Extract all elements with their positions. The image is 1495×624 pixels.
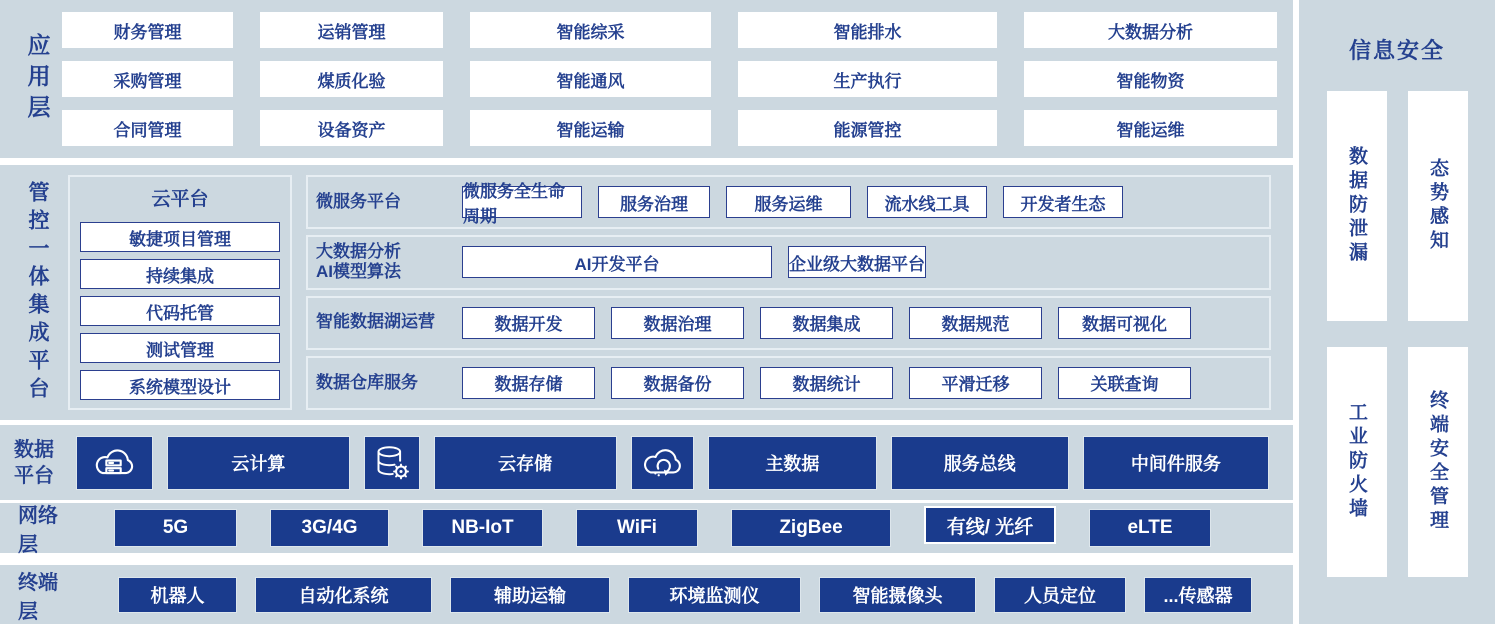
security-box-label: 态势感知 [1427, 158, 1448, 254]
data-lake-item: 数据开发 [462, 307, 595, 339]
data-warehouse-item: 数据备份 [611, 367, 744, 399]
microservice-item: 服务治理 [598, 186, 710, 218]
app-box: 智能运输 [470, 110, 711, 146]
management-rows [306, 175, 1271, 410]
cloud-platform-item: 测试管理 [80, 333, 280, 363]
row-label-line2: AI模型算法 [316, 262, 401, 282]
app-box: 智能物资 [1024, 61, 1277, 97]
network-layer-band [0, 503, 1293, 556]
app-box: 运销管理 [260, 12, 443, 48]
security-box [1408, 91, 1468, 321]
row-label [316, 242, 462, 283]
data-platform-band [0, 425, 1293, 500]
data-lake-item: 数据治理 [611, 307, 744, 339]
network-box: 5G [114, 509, 237, 547]
data-platform-box: 主数据 [708, 436, 876, 490]
cloud-platform-title: 云平台 [151, 189, 209, 210]
security-box [1408, 347, 1468, 577]
app-box: 采购管理 [62, 61, 233, 97]
data-platform-box: 中间件服务 [1083, 436, 1269, 490]
data-warehouse-item: 数据统计 [760, 367, 893, 399]
data-platform-label: 数据平台 [14, 438, 54, 487]
data-platform-box: 云计算 [167, 436, 350, 490]
terminal-layer-band [0, 565, 1293, 624]
security-box-label: 工业防火墙 [1346, 402, 1367, 522]
row-label: 智能数据湖运营 [316, 312, 435, 332]
ai-platform-item: 企业级大数据平台 [788, 246, 926, 278]
terminal-box: 机器人 [118, 577, 237, 613]
data-lake-item: 数据规范 [909, 307, 1042, 339]
row-label: 数据仓库服务 [316, 372, 418, 392]
database-gear-icon-tile [364, 436, 419, 490]
terminal-box: 智能摄像头 [819, 577, 976, 613]
row-label-line1: 大数据分析 [316, 241, 401, 261]
data-warehouse-item: 平滑迁移 [909, 367, 1042, 399]
application-layer-label-col [14, 12, 62, 146]
app-box: 大数据分析 [1024, 12, 1277, 48]
bigdata-ai-row [306, 235, 1271, 289]
terminal-box: ...传感器 [1144, 577, 1252, 613]
microservice-item: 微服务全生命周期 [462, 186, 582, 218]
cloud-platform-panel [68, 175, 292, 410]
microservice-platform-row [306, 175, 1271, 229]
data-warehouse-item: 关联查询 [1058, 367, 1191, 399]
microservice-item: 开发者生态 [1003, 186, 1123, 218]
information-security-panel [1299, 0, 1495, 624]
cloud-sync-icon [640, 446, 684, 480]
security-box [1327, 347, 1387, 577]
microservice-item: 流水线工具 [867, 186, 987, 218]
security-box-label: 数据防泄漏 [1346, 146, 1367, 266]
ai-platform-item: AI开发平台 [462, 246, 772, 278]
data-warehouse-item: 数据存储 [462, 367, 595, 399]
cloud-server-icon [92, 446, 136, 479]
security-box [1327, 91, 1387, 321]
network-layer-label: 网络层 [18, 505, 58, 556]
app-box: 智能排水 [738, 12, 997, 48]
data-warehouse-row [306, 356, 1271, 410]
network-box: 有线/ 光纤 [924, 506, 1056, 544]
management-platform-label: 管控一体集成平台 [26, 180, 49, 405]
app-box: 智能运维 [1024, 110, 1277, 146]
data-platform-box: 云存储 [434, 436, 617, 490]
cloud-platform-item: 系统模型设计 [80, 370, 280, 400]
network-box: NB-IoT [422, 509, 543, 547]
data-lake-item: 数据可视化 [1058, 307, 1191, 339]
app-box: 煤质化验 [260, 61, 443, 97]
security-grid [1327, 91, 1468, 577]
app-box: 能源管控 [738, 110, 997, 146]
application-grid [62, 12, 1277, 146]
microservice-item: 服务运维 [726, 186, 851, 218]
security-box-label: 终端安全管理 [1427, 390, 1448, 534]
data-lake-item: 数据集成 [760, 307, 893, 339]
application-layer-label: 应用层 [24, 32, 51, 126]
application-layer-band [0, 0, 1293, 158]
network-box: ZigBee [731, 509, 891, 547]
app-box: 智能通风 [470, 61, 711, 97]
app-box: 合同管理 [62, 110, 233, 146]
cloud-server-icon-tile [76, 436, 153, 490]
cloud-platform-item: 代码托管 [80, 296, 280, 326]
network-box: WiFi [576, 509, 698, 547]
cloud-platform-item: 敏捷项目管理 [80, 222, 280, 252]
management-label-col [14, 175, 60, 410]
terminal-box: 辅助运输 [450, 577, 610, 613]
app-box: 生产执行 [738, 61, 997, 97]
app-box: 财务管理 [62, 12, 233, 48]
network-box: eLTE [1089, 509, 1211, 547]
app-box: 智能综采 [470, 12, 711, 48]
database-gear-icon [374, 444, 410, 481]
terminal-box: 人员定位 [994, 577, 1126, 613]
app-box: 设备资产 [260, 110, 443, 146]
terminal-box: 自动化系统 [255, 577, 432, 613]
terminal-box: 环境监测仪 [628, 577, 801, 613]
management-platform-band [0, 165, 1293, 420]
data-platform-box: 服务总线 [891, 436, 1069, 490]
security-panel-title: 信息安全 [1348, 38, 1445, 63]
row-label: 微服务平台 [316, 191, 401, 211]
cloud-platform-item: 持续集成 [80, 259, 280, 289]
data-lake-row [306, 296, 1271, 350]
terminal-layer-label: 终端层 [18, 571, 58, 623]
network-box: 3G/4G [270, 509, 389, 547]
cloud-sync-icon-tile [631, 436, 694, 490]
